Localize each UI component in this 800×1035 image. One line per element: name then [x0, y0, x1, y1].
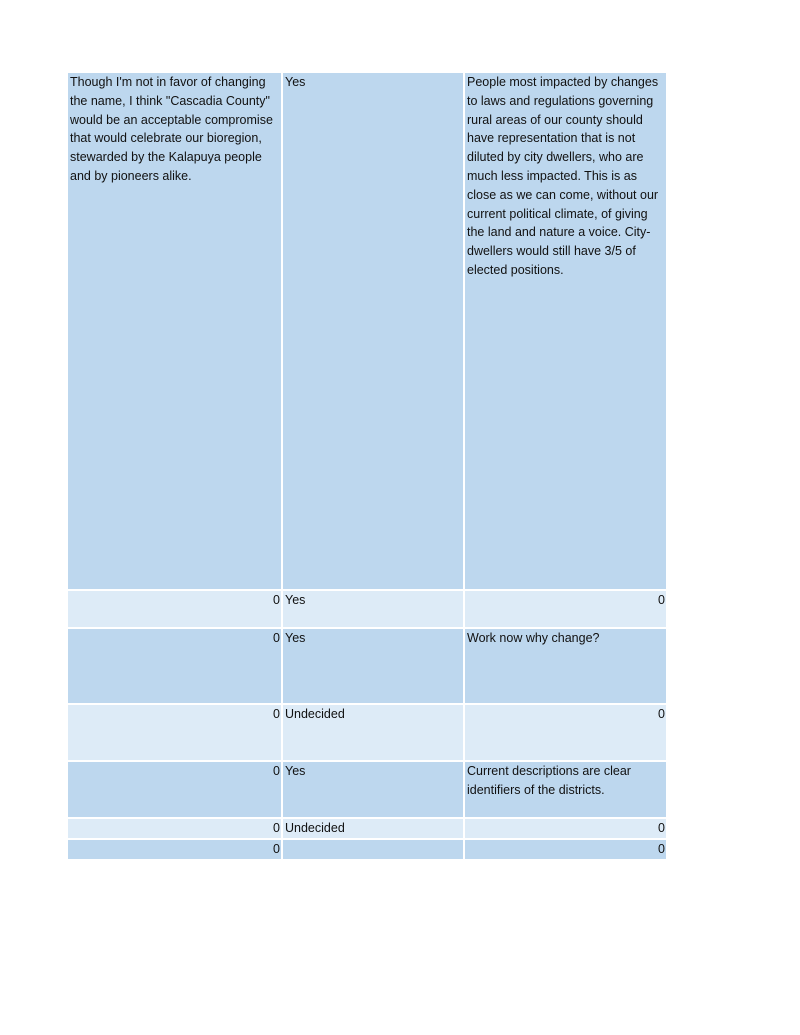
table-row	[67, 72, 667, 590]
reason-cell: 0	[464, 839, 667, 860]
vote-cell: Undecided	[282, 704, 464, 761]
table-row	[67, 704, 667, 761]
table-row	[67, 839, 667, 860]
vote-cell: Yes	[282, 72, 464, 590]
comment-cell: Though I'm not in favor of changing the name, I think "Cascadia County" would be an acceptable compromise that would celebrate our bioregion, stewarded by the Kalapuya people and by pioneers alike.	[67, 72, 282, 590]
vote-cell	[282, 839, 464, 860]
vote-cell: Yes	[282, 761, 464, 818]
responses-table	[66, 71, 668, 861]
table-row	[67, 590, 667, 628]
reason-cell: 0	[464, 590, 667, 628]
comment-cell: 0	[67, 590, 282, 628]
table-row	[67, 818, 667, 839]
table-row	[67, 761, 667, 818]
comment-cell: 0	[67, 839, 282, 860]
reason-cell: Work now why change?	[464, 628, 667, 704]
comment-cell: 0	[67, 704, 282, 761]
vote-cell: Yes	[282, 628, 464, 704]
reason-cell: 0	[464, 704, 667, 761]
reason-cell: Current descriptions are clear identifiers of the districts.	[464, 761, 667, 818]
vote-cell: Yes	[282, 590, 464, 628]
comment-cell: 0	[67, 761, 282, 818]
comment-cell: 0	[67, 628, 282, 704]
vote-cell: Undecided	[282, 818, 464, 839]
reason-cell: People most impacted by changes to laws and regulations governing rural areas of our county should have representation that is not diluted by city dwellers, who are much less impacted. This is as close as we can come, without our current political climate, of giving the land and nature a voice. City-dwellers would still have 3/5 of elected positions.	[464, 72, 667, 590]
reason-cell: 0	[464, 818, 667, 839]
comment-cell: 0	[67, 818, 282, 839]
table-row	[67, 628, 667, 704]
